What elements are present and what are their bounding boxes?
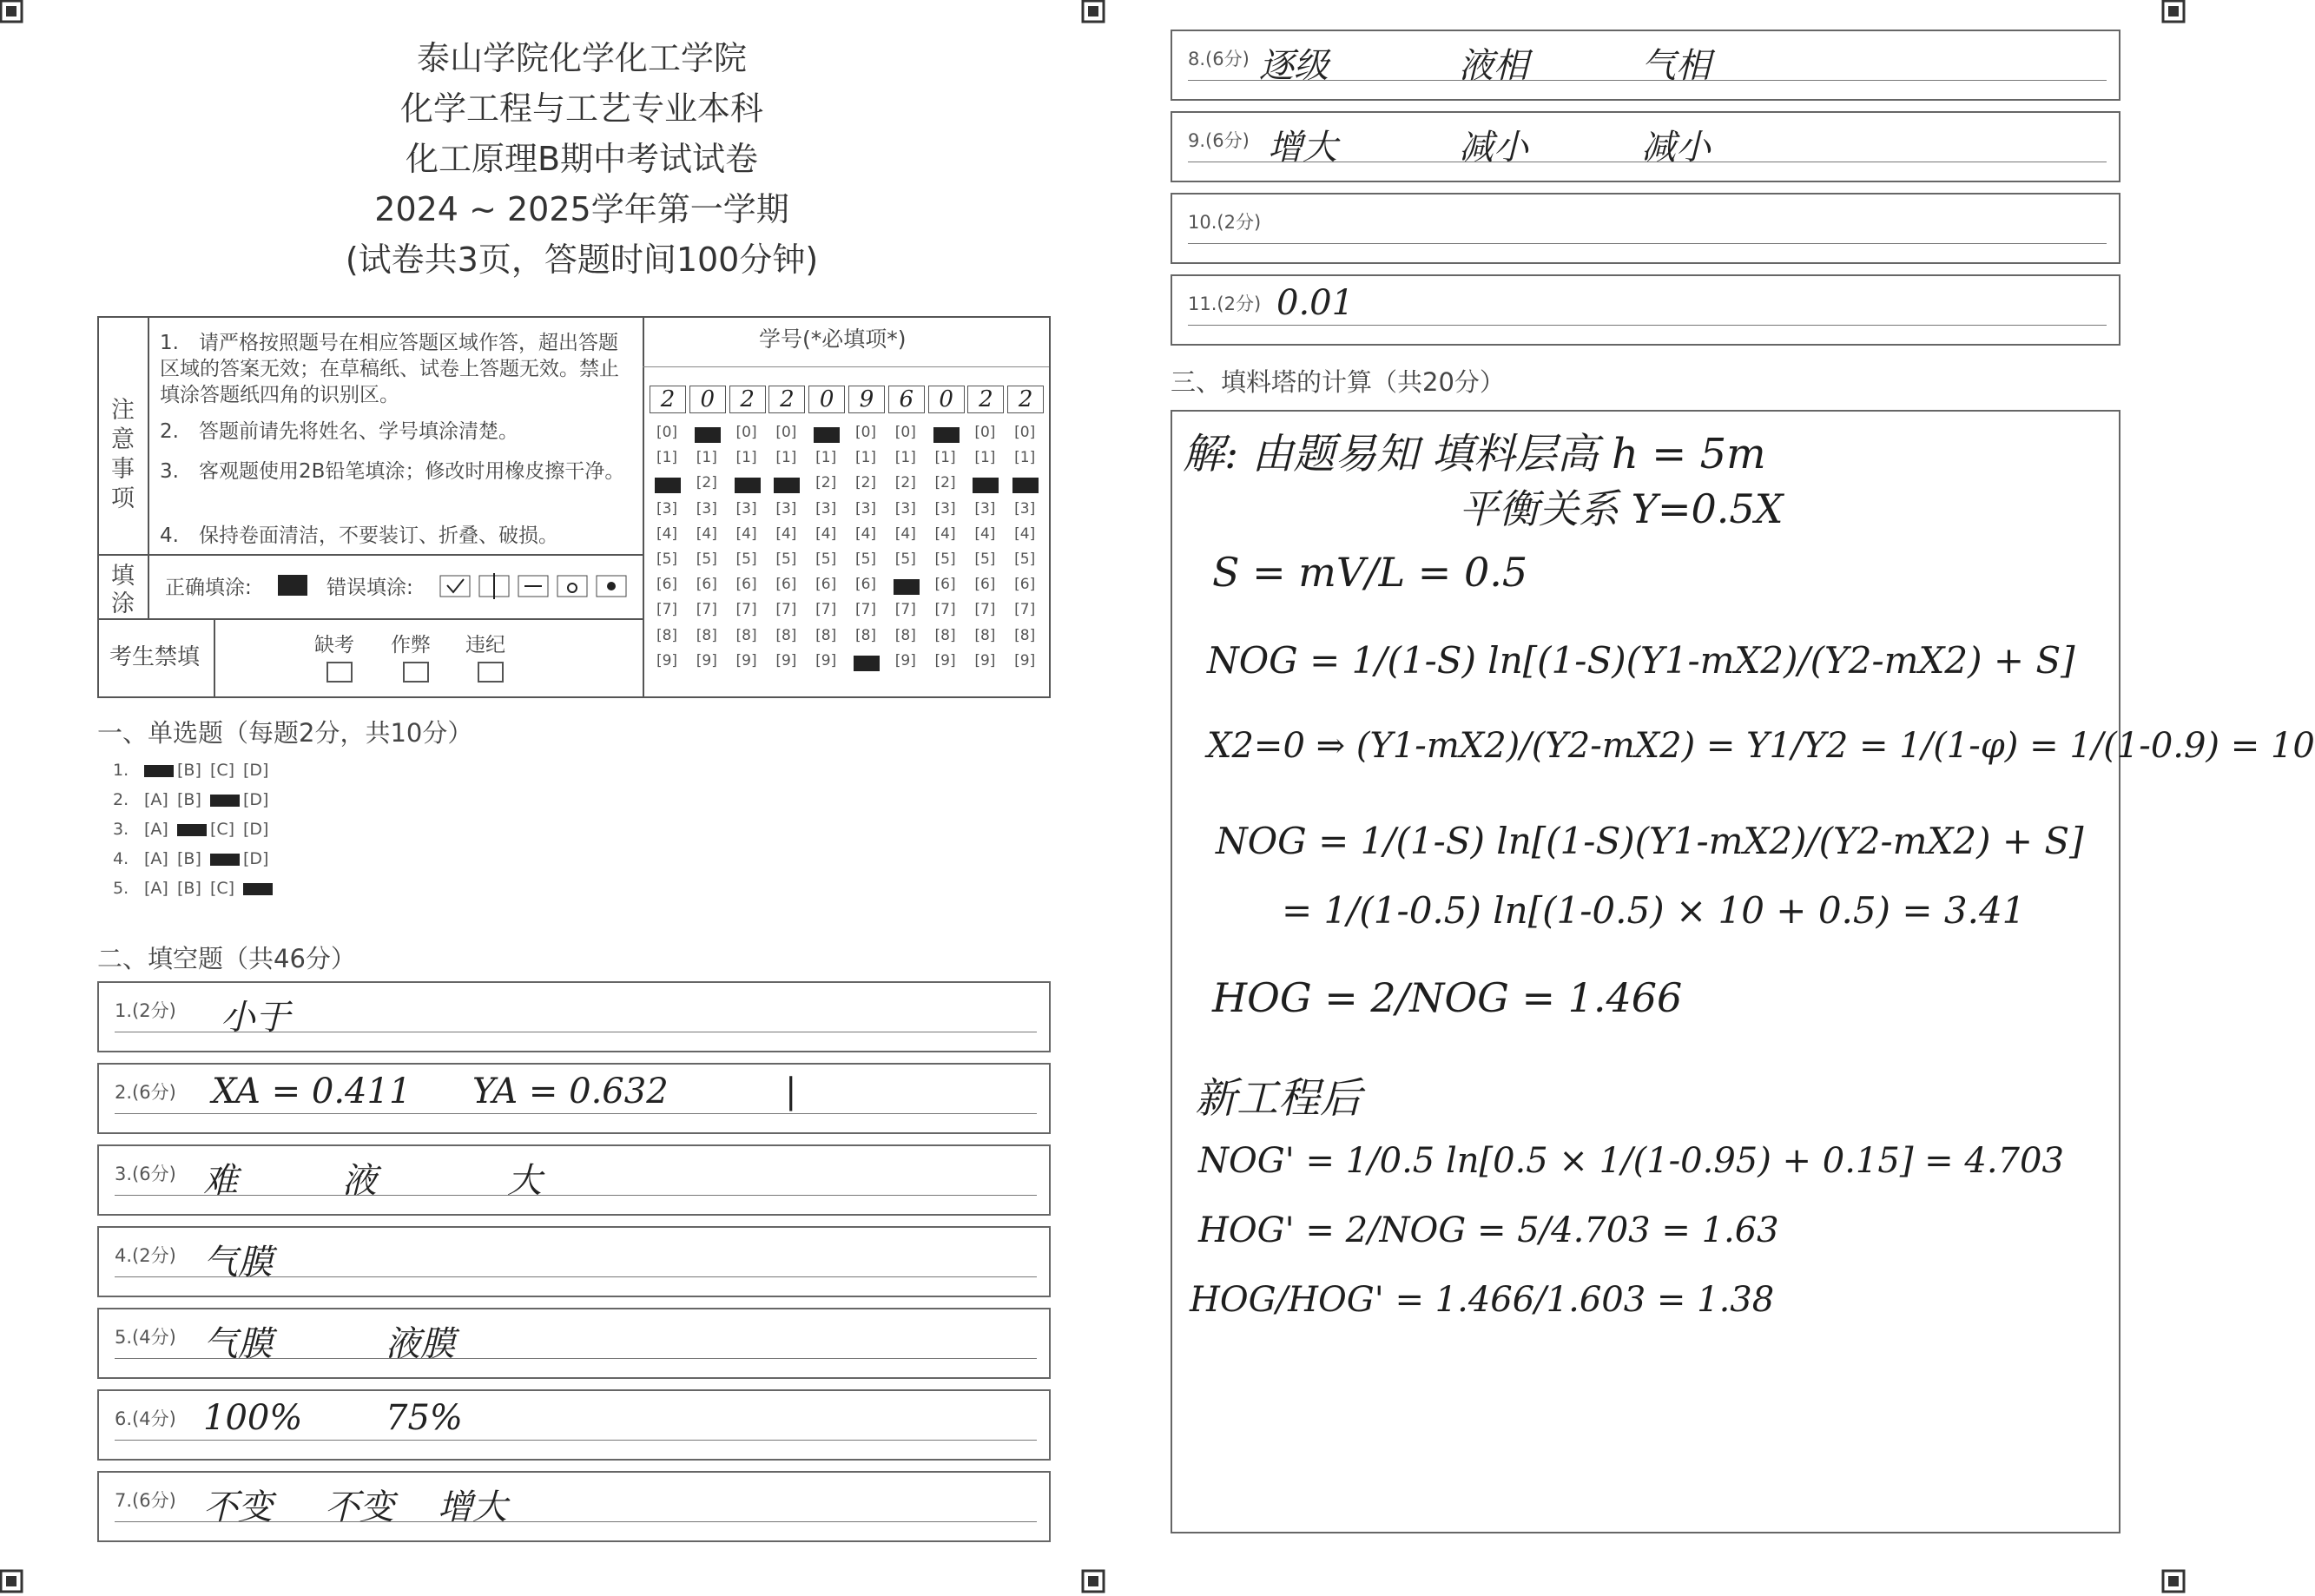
student-id-bubble[interactable]: [0] [854, 424, 877, 441]
student-id-bubble-filled[interactable] [894, 579, 920, 595]
fill-blank-box[interactable] [1171, 111, 2120, 182]
handwritten-answer: 100% [203, 1398, 303, 1438]
student-id-bubble[interactable]: [6] [854, 576, 877, 594]
student-id-bubble-filled[interactable] [854, 656, 880, 671]
notice-item-3: 3. 客观题使用2B铅笔填涂；修改时用橡皮擦干净。 [160, 460, 625, 483]
handwritten-answer: 液相 [1459, 46, 1528, 86]
student-id-bubble[interactable]: [2] [934, 474, 956, 492]
student-id-bubble[interactable]: [4] [894, 524, 916, 543]
fill-blank-number: 7.(6分) [115, 1490, 176, 1511]
forbid-label: 考生禁填 [109, 644, 201, 670]
solution-line-1: 解: 由题易知 填料层高 h = 5m [1183, 430, 1766, 478]
student-id-bubble[interactable]: [7] [854, 601, 877, 619]
solution-line-3: S = mV/L = 0.5 [1212, 549, 1528, 596]
student-id-bubble[interactable]: [8] [854, 626, 877, 644]
handwritten-answer: YA = 0.632 [472, 1072, 669, 1111]
mc-option-filled[interactable] [243, 883, 273, 895]
handwritten-answer: 逐级 [1259, 46, 1329, 86]
student-id-bubble[interactable]: [3] [775, 499, 797, 518]
student-id-bubble[interactable]: [4] [974, 524, 996, 543]
student-id-bubble[interactable]: [4] [854, 524, 877, 543]
corner-mark-icon [1082, 0, 1105, 23]
handwritten-answer: 75% [386, 1398, 463, 1438]
handwritten-answer: 0.01 [1276, 283, 1355, 323]
handwritten-answer: 不变 [325, 1487, 394, 1527]
cheat-checkbox[interactable] [403, 662, 429, 683]
fill-blank-box[interactable] [97, 1308, 1051, 1379]
student-id-bubble[interactable]: [9] [735, 651, 757, 669]
student-id-bubble[interactable]: [9] [815, 651, 837, 669]
mc-option[interactable]: [A] [144, 790, 168, 809]
student-id-bubble[interactable]: [5] [815, 551, 837, 568]
handwritten-answer: 增大 [1268, 128, 1337, 168]
student-id-bubble[interactable]: [4] [815, 524, 837, 543]
student-id-bubble[interactable]: [3] [934, 499, 956, 518]
violation-checkbox[interactable] [478, 662, 504, 683]
student-id-bubble[interactable]: [3] [815, 499, 837, 518]
student-id-bubble[interactable]: [9] [894, 651, 916, 669]
wrong-fill-label: 错误填涂: [326, 577, 413, 599]
fill-blank-box[interactable] [97, 1226, 1051, 1297]
student-id-bubble[interactable]: [2] [894, 474, 916, 492]
fill-blank-box[interactable] [1171, 193, 2120, 264]
solution-line-6: NOG = 1/(1-S) ln[(1-S)(Y1-mX2)/(Y2-mX2) + S] [1216, 820, 2084, 862]
student-id-bubble[interactable]: [8] [656, 626, 678, 644]
section3-title: 三、填料塔的计算（共20分） [1171, 367, 1505, 397]
student-id-bubble[interactable]: [1] [775, 449, 797, 467]
solution-line-8: HOG = 2/NOG = 1.466 [1212, 974, 1683, 1021]
student-id-bubble[interactable]: [5] [775, 551, 797, 568]
student-id-bubble[interactable]: [0] [974, 424, 996, 441]
student-id-digit: 2 [650, 386, 686, 413]
answer-underline [115, 1113, 1037, 1114]
student-id-bubble[interactable]: [9] [656, 651, 678, 669]
mc-question-number: 4. [113, 849, 129, 868]
solution-line-5: X2=0 ⇒ (Y1-mX2)/(Y2-mX2) = Y1/Y2 = 1/(1-φ) = 1/(1-0.9) = 10 [1207, 726, 2315, 766]
student-id-bubble[interactable]: [3] [656, 499, 678, 518]
student-id-bubble[interactable]: [9] [1014, 651, 1036, 669]
handwritten-answer: 难 [203, 1161, 238, 1201]
solution-line-2: 平衡关系 Y=0.5X [1459, 485, 1784, 532]
fill-label: 填涂 [111, 563, 135, 617]
student-id-bubble[interactable]: [0] [656, 424, 678, 441]
student-id-bubble-filled[interactable] [695, 427, 721, 443]
student-id-bubble[interactable]: [0] [1014, 424, 1036, 441]
fill-blank-number: 1.(2分) [115, 1000, 176, 1021]
student-id-bubble[interactable]: [1] [894, 449, 916, 467]
handwritten-answer: 大 [507, 1161, 542, 1201]
fill-blank-box[interactable] [97, 1144, 1051, 1216]
student-id-bubble[interactable]: [5] [934, 551, 956, 568]
correct-fill-example [278, 575, 307, 596]
fill-blank-number: 11.(2分) [1188, 293, 1262, 314]
fill-blank-box[interactable] [1171, 30, 2120, 101]
fill-blank-box[interactable] [97, 1063, 1051, 1134]
solution-line-9: 新工程后 [1195, 1074, 1362, 1123]
student-id-bubble[interactable]: [2] [854, 474, 877, 492]
corner-mark-icon [2162, 0, 2185, 23]
student-id-bubble[interactable]: [1] [696, 449, 717, 467]
mc-option[interactable]: [B] [177, 849, 201, 868]
student-id-digit: 2 [967, 386, 1004, 413]
fill-blank-box[interactable] [97, 981, 1051, 1052]
mc-option-filled[interactable] [177, 824, 207, 836]
student-id-bubble[interactable]: [8] [934, 626, 956, 644]
handwritten-answer: 增大 [438, 1487, 507, 1527]
student-id-bubble[interactable]: [8] [735, 626, 757, 644]
calculation-answer-box [1171, 410, 2315, 1533]
student-id-title: 学号(*必填项*) [759, 326, 907, 352]
fill-blank-box[interactable] [1171, 274, 2120, 346]
student-id-bubble[interactable]: [5] [735, 551, 757, 568]
student-id-bubble[interactable]: [8] [775, 626, 797, 644]
cheat-label: 作弊 [391, 634, 431, 656]
student-id-bubble[interactable]: [4] [735, 524, 757, 543]
student-id-bubble[interactable]: [5] [696, 551, 717, 568]
student-id-bubble[interactable]: [9] [974, 651, 996, 669]
mc-question-number: 2. [113, 790, 129, 809]
mc-question-number: 5. [113, 879, 129, 898]
mc-option[interactable]: [A] [144, 849, 168, 868]
student-id-digit: 2 [729, 386, 766, 413]
wrong-fill-examples-icon [439, 573, 634, 599]
mc-option[interactable]: [B] [177, 790, 201, 809]
solution-line-10: NOG' = 1/0.5 ln[0.5 × 1/(1-0.95) + 0.15] = 4.703 [1198, 1141, 2064, 1181]
student-id-bubble[interactable]: [4] [696, 524, 717, 543]
student-id-bubble[interactable]: [1] [735, 449, 757, 467]
student-id-bubble[interactable]: [5] [894, 551, 916, 568]
student-id-bubble-filled[interactable] [655, 478, 681, 493]
violation-label: 违纪 [465, 634, 505, 656]
corner-mark-icon [2162, 1570, 2185, 1593]
student-id-bubble-filled[interactable] [735, 478, 761, 493]
solution-line-4: NOG = 1/(1-S) ln[(1-S)(Y1-mX2)/(Y2-mX2) + S] [1207, 639, 2075, 682]
student-id-bubble[interactable]: [6] [1014, 576, 1036, 594]
student-id-bubble[interactable]: [9] [696, 651, 717, 669]
student-id-bubble[interactable]: [1] [974, 449, 996, 467]
student-id-bubble[interactable]: [7] [974, 601, 996, 619]
student-id-bubble[interactable]: [8] [696, 626, 717, 644]
student-id-bubble[interactable]: [5] [1014, 551, 1036, 568]
mc-option[interactable]: [C] [210, 820, 235, 839]
notice-item-1: 1. 请严格按照题号在相应答题区域作答，超出答题区域的答案无效；在草稿纸、试卷上答题无效。禁止填涂答题纸四角的识别区。 [160, 332, 619, 406]
student-id-bubble[interactable]: [6] [696, 576, 717, 594]
student-id-digit: 0 [928, 386, 965, 413]
absent-checkbox[interactable] [326, 662, 353, 683]
student-id-bubble[interactable]: [6] [815, 576, 837, 594]
fill-blank-number: 5.(4分) [115, 1327, 176, 1348]
student-id-bubble[interactable]: [5] [656, 551, 678, 568]
student-id-bubble[interactable]: [1] [854, 449, 877, 467]
exam-info: (试卷共3页，答题时间100分钟) [345, 241, 819, 279]
answer-underline [1188, 243, 2107, 244]
student-id-bubble[interactable]: [6] [735, 576, 757, 594]
student-id-bubble[interactable]: [3] [735, 499, 757, 518]
major-name: 化学工程与工艺专业本科 [399, 89, 763, 128]
student-id-bubble[interactable]: [0] [735, 424, 757, 441]
student-id-bubble[interactable]: [9] [934, 651, 956, 669]
fill-blank-number: 8.(6分) [1188, 49, 1250, 69]
student-id-bubble[interactable]: [6] [934, 576, 956, 594]
fill-blank-number: 2.(6分) [115, 1082, 176, 1103]
student-id-bubble-filled[interactable] [814, 427, 840, 443]
solution-line-12: HOG/HOG' = 1.466/1.603 = 1.38 [1190, 1280, 1775, 1320]
student-id-bubble[interactable]: [8] [894, 626, 916, 644]
handwritten-answer: 不变 [203, 1487, 273, 1527]
corner-mark-icon [0, 1570, 23, 1593]
mc-option[interactable]: [B] [177, 879, 201, 898]
student-id-bubble[interactable]: [1] [934, 449, 956, 467]
student-id-bubble[interactable]: [6] [775, 576, 797, 594]
section2-title: 二、填空题（共46分） [97, 944, 356, 973]
student-id-bubble-filled[interactable] [1012, 478, 1039, 493]
student-id-bubble[interactable]: [7] [815, 601, 837, 619]
fill-blank-box[interactable] [97, 1389, 1051, 1461]
student-id-bubble[interactable]: [0] [894, 424, 916, 441]
handwritten-answer: 液膜 [386, 1324, 455, 1364]
mc-option[interactable]: [A] [144, 820, 168, 839]
notice-label: 注意事项 [111, 397, 135, 512]
student-id-bubble[interactable]: [4] [775, 524, 797, 543]
student-id-bubble-filled[interactable] [774, 478, 800, 493]
answer-underline [115, 1195, 1037, 1196]
student-id-bubble-filled[interactable] [973, 478, 999, 493]
student-id-digit: 2 [1007, 386, 1044, 413]
handwritten-answer: 气膜 [203, 1243, 273, 1283]
mc-option[interactable]: [A] [144, 879, 168, 898]
student-id-bubble[interactable]: [4] [656, 524, 678, 543]
student-id-bubble[interactable]: [1] [815, 449, 837, 467]
student-id-bubble[interactable]: [3] [696, 499, 717, 518]
exam-title: 化工原理B期中考试试卷 [405, 140, 759, 178]
fill-blank-number: 10.(2分) [1188, 212, 1262, 233]
student-id-bubble[interactable]: [3] [974, 499, 996, 518]
handwritten-answer: 气相 [1641, 46, 1711, 86]
student-id-bubble[interactable]: [1] [1014, 449, 1036, 467]
mc-option[interactable]: [D] [243, 820, 269, 839]
mc-option[interactable]: [C] [210, 761, 235, 780]
handwritten-answer: 减小 [1641, 128, 1711, 168]
school-name: 泰山学院化学化工学院 [416, 39, 747, 77]
student-id-bubble[interactable]: [3] [1014, 499, 1036, 518]
handwritten-answer: XA = 0.411 [212, 1072, 412, 1111]
answer-sheet-info-table [97, 316, 1051, 698]
student-id-bubble[interactable]: [5] [854, 551, 877, 568]
student-id-bubble[interactable]: [7] [894, 601, 916, 619]
mc-question-number: 1. [113, 761, 129, 780]
handwritten-answer: 减小 [1459, 128, 1528, 168]
notice-item-4: 4. 保持卷面清洁，不要装订、折叠、破损。 [160, 524, 558, 547]
answer-underline [115, 1440, 1037, 1441]
section1-title: 一、单选题（每题2分，共10分） [97, 718, 473, 748]
student-id-bubble[interactable]: [7] [656, 601, 678, 619]
semester: 2024 ~ 2025学年第一学期 [374, 190, 789, 228]
answer-underline [1188, 325, 2107, 326]
student-id-bubble[interactable]: [8] [974, 626, 996, 644]
student-id-bubble-filled[interactable] [933, 427, 960, 443]
fill-blank-number: 9.(6分) [1188, 130, 1250, 151]
mc-option-filled[interactable] [210, 854, 240, 866]
student-id-digit: 2 [768, 386, 805, 413]
mc-option-filled[interactable] [144, 765, 174, 777]
student-id-bubble[interactable]: [8] [1014, 626, 1036, 644]
fill-blank-number: 3.(6分) [115, 1164, 176, 1184]
student-id-digit: 6 [888, 386, 925, 413]
handwritten-answer: 液 [342, 1161, 377, 1201]
student-id-bubble[interactable]: [0] [775, 424, 797, 441]
fill-blank-box[interactable] [97, 1471, 1051, 1542]
fill-blank-number: 4.(2分) [115, 1245, 176, 1266]
mc-question-number: 3. [113, 820, 129, 839]
correct-fill-label: 正确填涂: [165, 577, 252, 599]
mc-option[interactable]: [C] [210, 879, 235, 898]
absent-label: 缺考 [314, 634, 354, 656]
fill-blank-number: 6.(4分) [115, 1408, 176, 1429]
solution-line-11: HOG' = 2/NOG = 5/4.703 = 1.63 [1198, 1210, 1779, 1250]
student-id-digit: 0 [689, 386, 726, 413]
student-id-bubble[interactable]: [2] [696, 474, 717, 492]
mc-option[interactable]: [B] [177, 761, 201, 780]
notice-item-2: 2. 答题前请先将姓名、学号填涂清楚。 [160, 420, 518, 443]
mc-option[interactable]: [D] [243, 849, 269, 868]
student-id-bubble[interactable]: [7] [775, 601, 797, 619]
student-id-bubble[interactable]: [7] [1014, 601, 1036, 619]
student-id-bubble[interactable]: [8] [815, 626, 837, 644]
student-id-digit: 9 [848, 386, 885, 413]
corner-mark-icon [1082, 1570, 1105, 1593]
student-id-digit: 0 [808, 386, 845, 413]
mc-option[interactable]: [D] [243, 790, 269, 809]
student-id-bubble[interactable]: [7] [934, 601, 956, 619]
mc-option[interactable]: [D] [243, 761, 269, 780]
student-id-bubble[interactable]: [7] [735, 601, 757, 619]
corner-mark-icon [0, 0, 23, 23]
student-id-bubble[interactable]: [3] [894, 499, 916, 518]
solution-line-7: = 1/(1-0.5) ln[(1-0.5) × 10 + 0.5) = 3.41 [1282, 889, 2026, 932]
handwritten-answer: 小于 [221, 998, 290, 1038]
student-id-bubble[interactable]: [4] [1014, 524, 1036, 543]
student-id-bubble[interactable]: [6] [656, 576, 678, 594]
student-id-bubble[interactable]: [4] [934, 524, 956, 543]
student-id-bubble[interactable]: [7] [696, 601, 717, 619]
handwritten-answer: 气膜 [203, 1324, 273, 1364]
student-id-bubble[interactable]: [1] [656, 449, 678, 467]
handwritten-answer: | [785, 1072, 797, 1111]
student-id-bubble[interactable]: [5] [974, 551, 996, 568]
student-id-bubble[interactable]: [6] [974, 576, 996, 594]
student-id-bubble[interactable]: [3] [854, 499, 877, 518]
student-id-bubble[interactable]: [9] [775, 651, 797, 669]
mc-option-filled[interactable] [210, 795, 240, 807]
student-id-bubble[interactable]: [2] [815, 474, 837, 492]
